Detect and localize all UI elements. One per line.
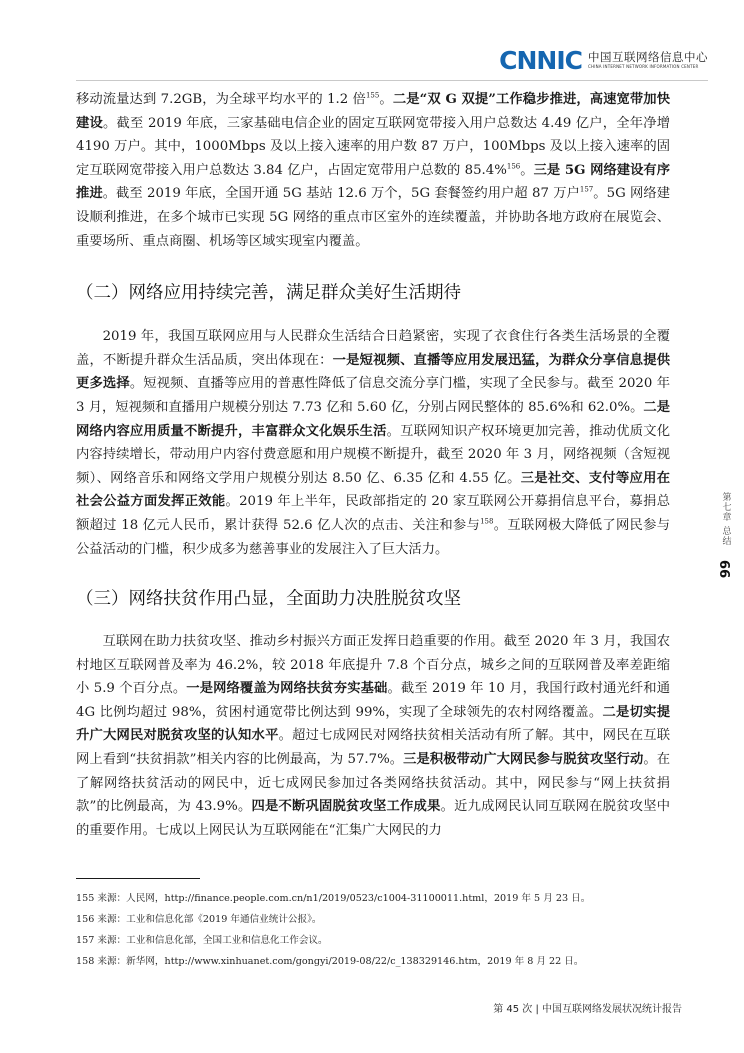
- bold-point: 四是不断巩固脱贫攻坚工作成果: [251, 799, 441, 815]
- page-footer: 第 45 次 | 中国互联网络发展状况统计报告: [493, 1004, 682, 1015]
- bold-point: 二是网络内容应用质量不断提升，丰富群众文化娱乐生活: [76, 399, 671, 439]
- text-run: 。截至 2019 年底，全国开通 5G 基站 12.6 万个，5G 套餐签约用户超 87 万户: [102, 186, 580, 202]
- footnote-ref: 157: [579, 185, 594, 194]
- text-run: 互联网在助力扶贫攻坚、推动乡村振兴方面正发挥日趋重要的作用。截至 2020 年 3 月，我国农村地区互联网普及率为 46.2%，较 2018 年底提升 7.8 个百分点，城乡之间的互联网普及率差距缩小 5.9 个百分点。: [76, 634, 671, 697]
- bold-point: 一是网络覆盖为网络扶贫夯实基础: [186, 681, 388, 697]
- bold-point: 三是积极带动广大网民参与脱贫攻坚行动: [403, 752, 644, 768]
- text-run: 。短视频、直播等应用的普惠性降低了信息交流分享门槛，实现了全民参与。截至 2020 年 3 月，短视频和直播用户规模分别达 7.73 亿和 5.60 亿，分别占网民整体的 85.6%和 62.0%。: [76, 376, 670, 415]
- footnote-157: 157 来源：工业和信息化部，全国工业和信息化工作会议。: [76, 935, 328, 946]
- bold-point: 三是 5G 网络建设有序推进: [76, 162, 671, 202]
- footnote-ref: 158: [480, 517, 494, 526]
- page-header: [0, 0, 744, 85]
- footnote-ref: 155: [365, 91, 380, 100]
- footnotes: [76, 888, 676, 972]
- section-heading-applications: （二）网络应用持续完善，满足群众美好生活期待: [76, 283, 461, 304]
- text-run: 。2019 年上半年，民政部指定的 20 家互联网公开募捐信息平台，募捐总额超过 18 亿元人民币，累计获得 52.6 亿人次的点击、关注和参与: [76, 494, 670, 533]
- chapter-label: 第七章 总结: [720, 492, 731, 546]
- text-run: 2019 年，我国互联网应用与人民群众生活结合日趋紧密，实现了衣食住行各类生活场景的全覆盖，不断提升群众生活品质，突出体现在：: [76, 329, 670, 368]
- text-run: 。互联网知识产权环境更加完善，推动优质文化内容持续增长，带动用户内容付费意愿和用户规模不断提升，截至 2020 年 3 月，网络视频（含短视频）、网络音乐和网络文学用户规模分别达 8.50 亿、6.35 亿和 4.55 亿。: [76, 423, 671, 486]
- footnote-divider: [76, 878, 200, 879]
- paragraph-applications: [76, 325, 670, 561]
- paragraph-network-infrastructure: [76, 88, 670, 253]
- bold-point: 三是社交、支付等应用在社会公益方面发挥正效能: [76, 470, 671, 510]
- paragraph-poverty-alleviation: [76, 630, 670, 842]
- cnnic-logo: [499, 44, 708, 76]
- text-run: 。5G 网络建设顺利推进，在多个城市已实现 5G 网络的重点市区室外的连续覆盖，并协助各地方政府在展览会、重要场所、重点商圈、机场等区域实现室内覆盖。: [76, 186, 670, 249]
- footnote-ref: 156: [506, 162, 521, 171]
- bold-point: 二是切实提升广大网民对脱贫攻坚的认知水平: [76, 704, 671, 744]
- text-run: 。截至 2019 年底，三家基础电信企业的固定互联网宽带接入用户总数达 4.49 亿户，全年净增 4190 万户。其中，1000Mbps 及以上接入速率的用户数 87 万户，100Mbps 及以上接入速率的固定互联网宽带接入用户总数达 3.84 亿户，占固定宽带用户总数的 85.4%: [76, 115, 671, 178]
- logo-mark: CNNIC: [499, 45, 582, 75]
- text-run: 。: [520, 162, 534, 178]
- side-tab: [718, 492, 734, 578]
- text-run: 。在了解网络扶贫活动的网民中，近七成网民参加过各类网络扶贫活动。其中，网民参与“网上扶贫捐款”的比例最高，为 43.9%。: [76, 752, 671, 815]
- logo-cn: 中国互联网络信息中心: [588, 49, 708, 64]
- footnote-158: 158 来源：新华网，http://www.xinhuanet.com/gongyi/2019-08/22/c_138329146.htm，2019 年 8 月 22 日。: [76, 956, 584, 967]
- bold-point: 一是短视频、直播等应用发展迅猛，为群众分享信息提供更多选择: [76, 352, 671, 392]
- section-heading-poverty-alleviation: （三）网络扶贫作用凸显，全面助力决胜脱贫攻坚: [76, 589, 461, 610]
- logo-text: [588, 51, 708, 70]
- text-run: 移动流量达到 7.2GB，为全球平均水平的 1.2 倍: [76, 92, 366, 107]
- text-run: 。互联网极大降低了网民参与公益活动的门槛，积少成多为慈善事业的发展注入了巨大活力。: [76, 517, 670, 557]
- header-divider: [76, 80, 708, 81]
- bold-point: 二是“双 G 双提”工作稳步推进，高速宽带加快建设: [76, 92, 670, 131]
- text-run: 。截至 2019 年 10 月，我国行政村通光纤和通 4G 比例均超过 98%，贫困村通宽带比例达到 99%，实现了全球领先的农村网络覆盖。: [76, 681, 671, 720]
- footnote-155: 155 来源：人民网，http://finance.people.com.cn/n1/2019/0523/c1004-31100011.html，2019 年 5 月 23 日。: [76, 893, 591, 904]
- text-run: 。近九成网民认同互联网在脱贫攻坚中的重要作用。七成以上网民认为互联网能在“汇集广大网民的力: [76, 799, 670, 838]
- main-content: [76, 88, 670, 842]
- logo-en: CHINA INTERNET NETWORK INFORMATION CENTER: [588, 63, 699, 69]
- footnote-156: 156 来源：工业和信息化部《2019 年通信业统计公报》。: [76, 914, 322, 925]
- text-run: 。: [379, 92, 393, 107]
- text-run: 。超过七成网民对网络扶贫相关活动有所了解。其中，网民在互联网上看到“扶贫捐款”相关内容的比例最高，为 57.7%。: [76, 728, 671, 768]
- page-number: 99: [718, 559, 734, 578]
